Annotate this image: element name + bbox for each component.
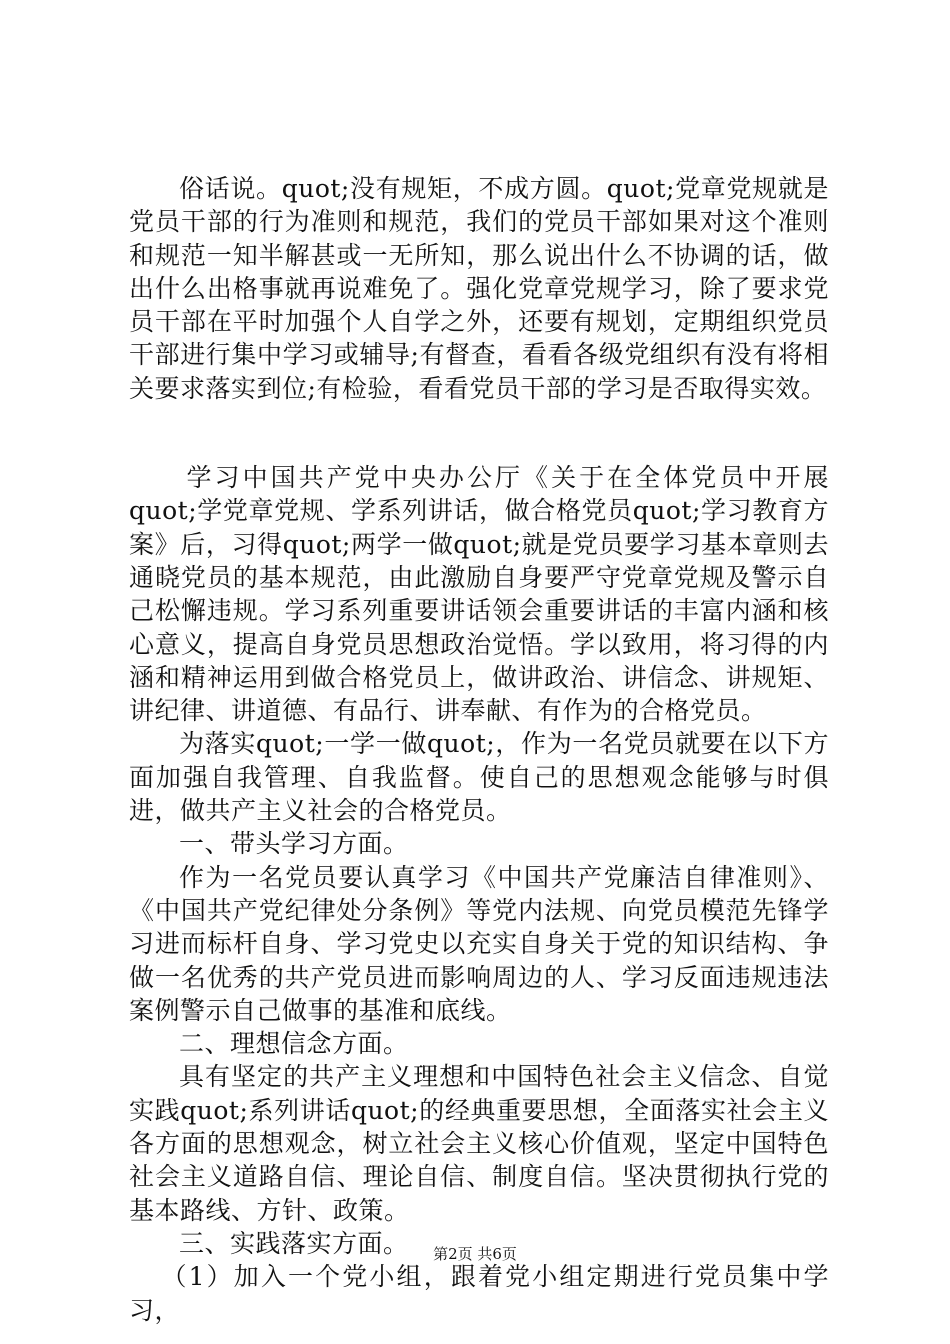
page-number-footer: 第2页 共6页 [433,1245,517,1263]
paragraph-practice-item-1: （1）加入一个党小组，跟着党小组定期进行党员集中学习， [129,1262,829,1325]
paragraph-study-details: 作为一名党员要认真学习《中国共产党廉洁自律准则》、《中国共产党纪律处分条例》等党内法规、向党员模范先锋学习进而标杆自身、学习党史以充实自身关于党的知识结构、争做一名优秀的共产党员进而影响周边的人、学习反面违规违法案例警示自己做事的基准和底线。 [129,862,829,1025]
paragraph-implementation-intro: 为落实quot;一学一做quot;，作为一名党员就要在以下方面加强自我管理、自我监督。使自己的思想观念能够与时俱进，做共产主义社会的合格党员。 [129,729,829,826]
paragraph-two-studies-one-action: 学习中国共产党中央办公厅《关于在全体党员中开展quot;学党章党规、学系列讲话，做合格党员quot;学习教育方案》后，习得quot;两学一做quot;就是党员要学习基本章则去通晓党员的基本规范，由此激励自身要严守党章党规及警示自己松懈违规。学习系列重要讲话领会重要讲话的丰富内涵和核心意义，提高自身党员思想政治觉悟。学以致用，将习得的内涵和精神运用到做合格党员上，做讲政治、讲信念、讲规矩、讲纪律、讲道德、有品行、讲奉献、有作为的合格党员。 [129,463,829,726]
section-heading-study: 一、带头学习方面。 [179,829,409,859]
paragraph-party-rules-study: 俗话说。quot;没有规矩，不成方圆。quot;党章党规就是党员干部的行为准则和规范，我们的党员干部如果对这个准则和规范一知半解甚或一无所知，那么说出什么不协调的话，做出什么出格事就再说难免了。强化党章党规学习，除了要求党员干部在平时加强个人自学之外，还要有规划，定期组织党员干部进行集中学习或辅导;有督查，看看各级党组织有没有将相关要求落实到位;有检验，看看党员干部的学习是否取得实效。 [129,174,829,403]
document-body [129,172,829,1327]
paragraph-ideals-details: 具有坚定的共产主义理想和中国特色社会主义信念、自觉实践quot;系列讲话quot;的经典重要思想，全面落实社会主义各方面的思想观念，树立社会主义核心价值观，坚定中国特色社会主义道路自信、理论自信、制度自信。坚决贯彻执行党的基本路线、方针、政策。 [129,1062,829,1225]
section-heading-ideals: 二、理想信念方面。 [179,1029,409,1059]
section-heading-practice: 三、实践落实方面。 [179,1228,409,1258]
